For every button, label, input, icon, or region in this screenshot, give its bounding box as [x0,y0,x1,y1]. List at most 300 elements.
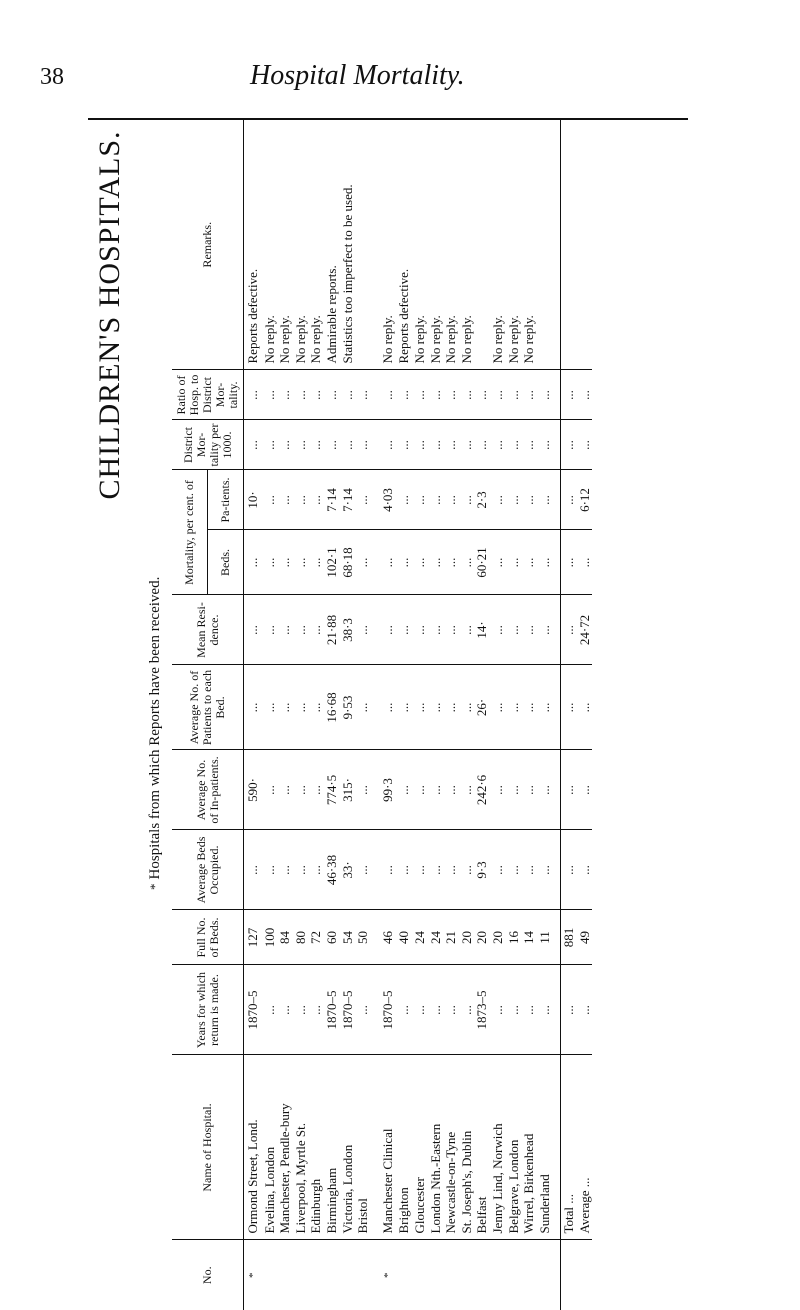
row-marker [459,1240,475,1310]
cell-district: ... [308,420,324,470]
remarks-cell [537,120,553,370]
total-row [577,120,593,1310]
hospital-name: Gloucester [412,1055,428,1240]
row-marker [244,1240,262,1310]
gap-cell [552,665,561,750]
row-marker [561,1240,577,1310]
cell-full: 49 [577,910,593,965]
cell-avg-beds: ... [262,830,278,910]
gap-cell [552,910,561,965]
cell-inpatients: ... [443,750,459,830]
cell-years: ... [561,965,577,1055]
gap-cell [552,750,561,830]
cell-patients: ... [561,470,577,530]
cell-mean: ... [459,595,475,665]
mortality-table [172,120,592,1310]
cell-mean: 14· [474,595,490,665]
cell-full: 100 [262,910,278,965]
hospital-name: Evelina, London [262,1055,278,1240]
cell-district: ... [262,420,278,470]
total-row [561,120,577,1310]
cell-district: ... [244,420,262,470]
cell-beds: ... [379,530,397,595]
gap-cell [552,595,561,665]
remarks-cell [577,120,593,370]
cell-inpatients: ... [277,750,293,830]
cell-district: ... [428,420,444,470]
cell-per-bed: ... [577,665,593,750]
row-marker [340,1240,356,1310]
cell-patients: ... [262,470,278,530]
hospital-name: Manchester Clinical [379,1055,397,1240]
cell-inpatients: ... [521,750,537,830]
row-marker [521,1240,537,1310]
cell-beds: ... [412,530,428,595]
cell-ratio: ... [262,370,278,420]
header-patients-per-bed: Average No. of Patients to each Bed. [172,665,244,750]
side-title: CHILDREN'S HOSPITALS. [93,130,126,500]
cell-beds: ... [244,530,262,595]
cell-per-bed: ... [428,665,444,750]
cell-district: ... [324,420,340,470]
row-marker [428,1240,444,1310]
cell-inpatients: ... [537,750,553,830]
cell-district: ... [577,420,593,470]
gap-cell [552,120,561,370]
cell-patients: 10· [244,470,262,530]
cell-patients: ... [293,470,309,530]
gap-cell [371,910,379,965]
mortality-table-rotated [172,120,762,1310]
gap-cell [371,665,379,750]
header-mean-residence: Mean Resi-dence. [172,595,244,665]
row-marker [396,1240,412,1310]
cell-per-bed: ... [521,665,537,750]
cell-patients: ... [355,470,371,530]
remarks-cell: No reply. [489,315,505,364]
cell-per-bed: ... [490,665,506,750]
remarks-cell: Admirable reports. [323,265,339,364]
gap-cell [552,420,561,470]
cell-patients: 7·14 [324,470,340,530]
row-marker [262,1240,278,1310]
gap-cell [552,530,561,595]
cell-per-bed: ... [262,665,278,750]
cell-per-bed: ... [443,665,459,750]
cell-district: ... [561,420,577,470]
cell-mean: 38·3 [340,595,356,665]
cell-inpatients: ... [262,750,278,830]
cell-inpatients: ... [490,750,506,830]
remarks-cell: Reports defective. [396,268,412,364]
cell-beds: ... [355,530,371,595]
row-marker [490,1240,506,1310]
header-no: No. [172,1240,244,1310]
star-marker: * [147,883,162,890]
cell-years: ... [277,965,293,1055]
cell-district: ... [277,420,293,470]
cell-mean: ... [355,595,371,665]
header-mortality-beds: Beds. [207,530,243,595]
cell-beds: ... [490,530,506,595]
row-marker [443,1240,459,1310]
header-mortality-patients: Pa-tients. [207,470,243,530]
cell-avg-beds: ... [355,830,371,910]
cell-mean: ... [396,595,412,665]
cell-ratio: ... [459,370,475,420]
cell-years: ... [396,965,412,1055]
cell-ratio: ... [577,370,593,420]
cell-per-bed: ... [412,665,428,750]
hospital-name: Wirrel, Birkenhead [521,1055,537,1240]
cell-full: 84 [277,910,293,965]
table-row [324,120,340,1310]
gap-cell [552,965,561,1055]
table-row [340,120,356,1310]
table-row [459,120,475,1310]
cell-full: 11 [537,910,553,965]
cell-ratio: ... [490,370,506,420]
table-row [537,120,553,1310]
cell-mean: ... [379,595,397,665]
cell-years: ... [412,965,428,1055]
remarks-cell: No reply. [261,315,277,364]
cell-patients: 6·12 [577,470,593,530]
header-name: Name of Hospital. [172,1055,244,1240]
cell-full: 60 [324,910,340,965]
cell-years: ... [428,965,444,1055]
hospital-name: London Nth.-Eastern [428,1055,444,1240]
cell-ratio: ... [561,370,577,420]
remarks-cell: No reply. [308,315,324,364]
row-marker [308,1240,324,1310]
cell-patients: ... [443,470,459,530]
cell-inpatients: ... [293,750,309,830]
hospital-name: Bristol [355,1055,371,1240]
cell-years: 1873–5 [474,965,490,1055]
side-note [145,300,165,890]
cell-years: ... [506,965,522,1055]
cell-per-bed: ... [396,665,412,750]
cell-beds: ... [396,530,412,595]
gap-cell [371,470,379,530]
remarks-cell: Reports defective. [245,268,260,364]
gap-cell [371,750,379,830]
cell-inpatients: ... [577,750,593,830]
table-row [412,120,428,1310]
cell-inpatients: 774·5 [324,750,340,830]
cell-years: 1870–5 [324,965,340,1055]
cell-full: 20 [490,910,506,965]
row-marker [379,1240,397,1310]
cell-per-bed: ... [355,665,371,750]
cell-beds: ... [277,530,293,595]
row-marker [537,1240,553,1310]
cell-years: ... [577,965,593,1055]
cell-inpatients: 99·3 [379,750,397,830]
table-row [244,120,262,1310]
cell-avg-beds: ... [396,830,412,910]
hospital-name: Ormond Street, Lond. [244,1055,262,1240]
remarks-cell [561,120,577,370]
cell-patients: ... [428,470,444,530]
cell-district: ... [443,420,459,470]
cell-years: ... [521,965,537,1055]
cell-beds: 102·1 [324,530,340,595]
cell-full: 14 [521,910,537,965]
hospital-name: Victoria, London [340,1055,356,1240]
cell-ratio: ... [506,370,522,420]
cell-ratio: ... [355,370,371,420]
remarks-cell: No reply. [458,315,474,364]
table-body [244,120,593,1310]
cell-years: ... [262,965,278,1055]
cell-full: 16 [506,910,522,965]
cell-patients: ... [277,470,293,530]
cell-mean: ... [506,595,522,665]
cell-full: 127 [244,910,262,965]
cell-district: ... [340,420,356,470]
header-mortality: Mortality, per cent. of [172,470,207,595]
cell-district: ... [459,420,475,470]
table-row [355,120,371,1310]
cell-district: ... [412,420,428,470]
cell-inpatients: ... [412,750,428,830]
cell-patients: ... [490,470,506,530]
side-note-text: Hospitals from which Reports have been received. [146,576,163,880]
table-row [277,120,293,1310]
cell-inpatients: 315· [340,750,356,830]
cell-years: ... [355,965,371,1055]
cell-beds: ... [428,530,444,595]
cell-ratio: ... [412,370,428,420]
cell-years: 1870–5 [379,965,397,1055]
cell-avg-beds: ... [490,830,506,910]
table-row [521,120,537,1310]
gap-cell [371,965,379,1055]
gap-cell [371,1240,379,1310]
cell-full: 20 [474,910,490,965]
cell-avg-beds: ... [577,830,593,910]
gap-cell [371,595,379,665]
remarks-cell: No reply. [411,315,427,364]
cell-beds: ... [506,530,522,595]
header-district: District Mor-tality per 1000. [172,420,244,470]
table-row [396,120,412,1310]
cell-per-bed: 16·68 [324,665,340,750]
gap-cell [371,370,379,420]
cell-avg-beds: ... [293,830,309,910]
cell-mean: ... [244,595,262,665]
total-label: Total ... [561,1055,577,1240]
cell-full: 46 [379,910,397,965]
row-marker [577,1240,593,1310]
table-row [262,120,278,1310]
remarks-cell: Statistics too imperfect to be used. [339,184,355,364]
cell-inpatients: ... [561,750,577,830]
running-head: Hospital Mortality. [250,60,465,91]
cell-patients: ... [521,470,537,530]
cell-mean: ... [443,595,459,665]
table-row [308,120,324,1310]
remarks-cell: No reply. [427,315,443,364]
hospital-name: Edinburgh [308,1055,324,1240]
cell-inpatients: ... [459,750,475,830]
gap-cell [552,1240,561,1310]
cell-full: 20 [459,910,475,965]
hospital-name: Liverpool, Myrtle St. [293,1055,309,1240]
cell-full: 881 [561,910,577,965]
cell-per-bed: ... [506,665,522,750]
cell-beds: ... [577,530,593,595]
cell-per-bed: ... [293,665,309,750]
row-marker [324,1240,340,1310]
cell-per-bed: ... [379,665,397,750]
cell-years: ... [537,965,553,1055]
row-gap [552,120,561,1310]
cell-avg-beds: ... [537,830,553,910]
table-row [474,120,490,1310]
cell-patients: ... [537,470,553,530]
cell-full: 24 [428,910,444,965]
row-marker [474,1240,490,1310]
cell-patients: 7·14 [340,470,356,530]
cell-avg-beds: ... [506,830,522,910]
cell-ratio: ... [396,370,412,420]
cell-years: ... [490,965,506,1055]
hospital-name: Belgrave, London [506,1055,522,1240]
remarks-cell: No reply. [443,315,459,364]
cell-avg-beds: ... [561,830,577,910]
cell-avg-beds: ... [428,830,444,910]
cell-avg-beds: ... [521,830,537,910]
gap-cell [371,1055,379,1240]
row-marker [277,1240,293,1310]
cell-district: ... [490,420,506,470]
header-years: Years for which return is made. [172,965,244,1055]
cell-avg-beds: 9·3 [474,830,490,910]
hospital-name: Belfast [474,1055,490,1240]
cell-per-bed: ... [244,665,262,750]
cell-beds: ... [308,530,324,595]
cell-patients: ... [308,470,324,530]
cell-years: ... [459,965,475,1055]
cell-ratio: ... [324,370,340,420]
total-label: Average ... [577,1055,593,1240]
gap-cell [552,830,561,910]
cell-ratio: ... [277,370,293,420]
cell-ratio: ... [244,370,262,420]
hospital-name: Manchester, Pendle-bury [277,1055,293,1240]
gap-cell [552,370,561,420]
cell-inpatients: ... [396,750,412,830]
header-remarks: Remarks. [172,120,244,370]
cell-mean: ... [412,595,428,665]
cell-avg-beds: ... [443,830,459,910]
cell-inpatients: ... [428,750,444,830]
remarks-cell: No reply. [379,315,395,364]
hospital-name: Sunderland [537,1055,553,1240]
cell-beds: ... [443,530,459,595]
cell-beds: ... [293,530,309,595]
cell-district: ... [355,420,371,470]
cell-avg-beds: ... [459,830,475,910]
cell-beds: 68·18 [340,530,356,595]
page-number: 38 [40,64,64,90]
cell-district: ... [293,420,309,470]
table-row [506,120,522,1310]
cell-ratio: ... [293,370,309,420]
gap-cell [552,470,561,530]
cell-per-bed: ... [277,665,293,750]
cell-inpatients: ... [506,750,522,830]
cell-full: 54 [340,910,356,965]
cell-district: ... [537,420,553,470]
cell-avg-beds: ... [412,830,428,910]
remarks-cell: No reply. [521,315,537,364]
table-row [293,120,309,1310]
cell-years: ... [443,965,459,1055]
remarks-cell: No reply. [277,315,293,364]
cell-district: ... [521,420,537,470]
row-marker [355,1240,371,1310]
cell-ratio: ... [443,370,459,420]
table-row [379,120,397,1310]
cell-full: 21 [443,910,459,965]
cell-mean: ... [537,595,553,665]
cell-mean: ... [262,595,278,665]
cell-mean: ... [561,595,577,665]
cell-beds: ... [262,530,278,595]
cell-ratio: ... [474,370,490,420]
cell-district: ... [396,420,412,470]
cell-per-bed: 9·53 [340,665,356,750]
cell-beds: ... [561,530,577,595]
hospital-name: Newcastle-on-Tyne [443,1055,459,1240]
table-row [428,120,444,1310]
cell-full: 24 [412,910,428,965]
gap-cell [552,1055,561,1240]
gap-cell [371,420,379,470]
row-marker [412,1240,428,1310]
row-marker [293,1240,309,1310]
hospital-name: Jenny Lind, Norwich [490,1055,506,1240]
cell-avg-beds: ... [244,830,262,910]
cell-ratio: ... [340,370,356,420]
cell-mean: 24·72 [577,595,593,665]
cell-mean: ... [293,595,309,665]
header-avg-inpatients: Average No. of In-patients. [172,750,244,830]
table-row [490,120,506,1310]
star-marker: * [247,1272,259,1278]
hospital-name: St. Joseph's, Dublin [459,1055,475,1240]
cell-avg-beds: 46·38 [324,830,340,910]
cell-per-bed: ... [308,665,324,750]
gap-cell [371,120,379,370]
hospital-name: Brighton [396,1055,412,1240]
cell-beds: ... [459,530,475,595]
cell-ratio: ... [428,370,444,420]
header-full-beds: Full No. of Beds. [172,910,244,965]
cell-years: 1870–5 [340,965,356,1055]
cell-full: 72 [308,910,324,965]
cell-district: ... [474,420,490,470]
table-header [172,120,207,1310]
cell-per-bed: 26· [474,665,490,750]
cell-mean: ... [428,595,444,665]
cell-mean: ... [308,595,324,665]
cell-ratio: ... [308,370,324,420]
